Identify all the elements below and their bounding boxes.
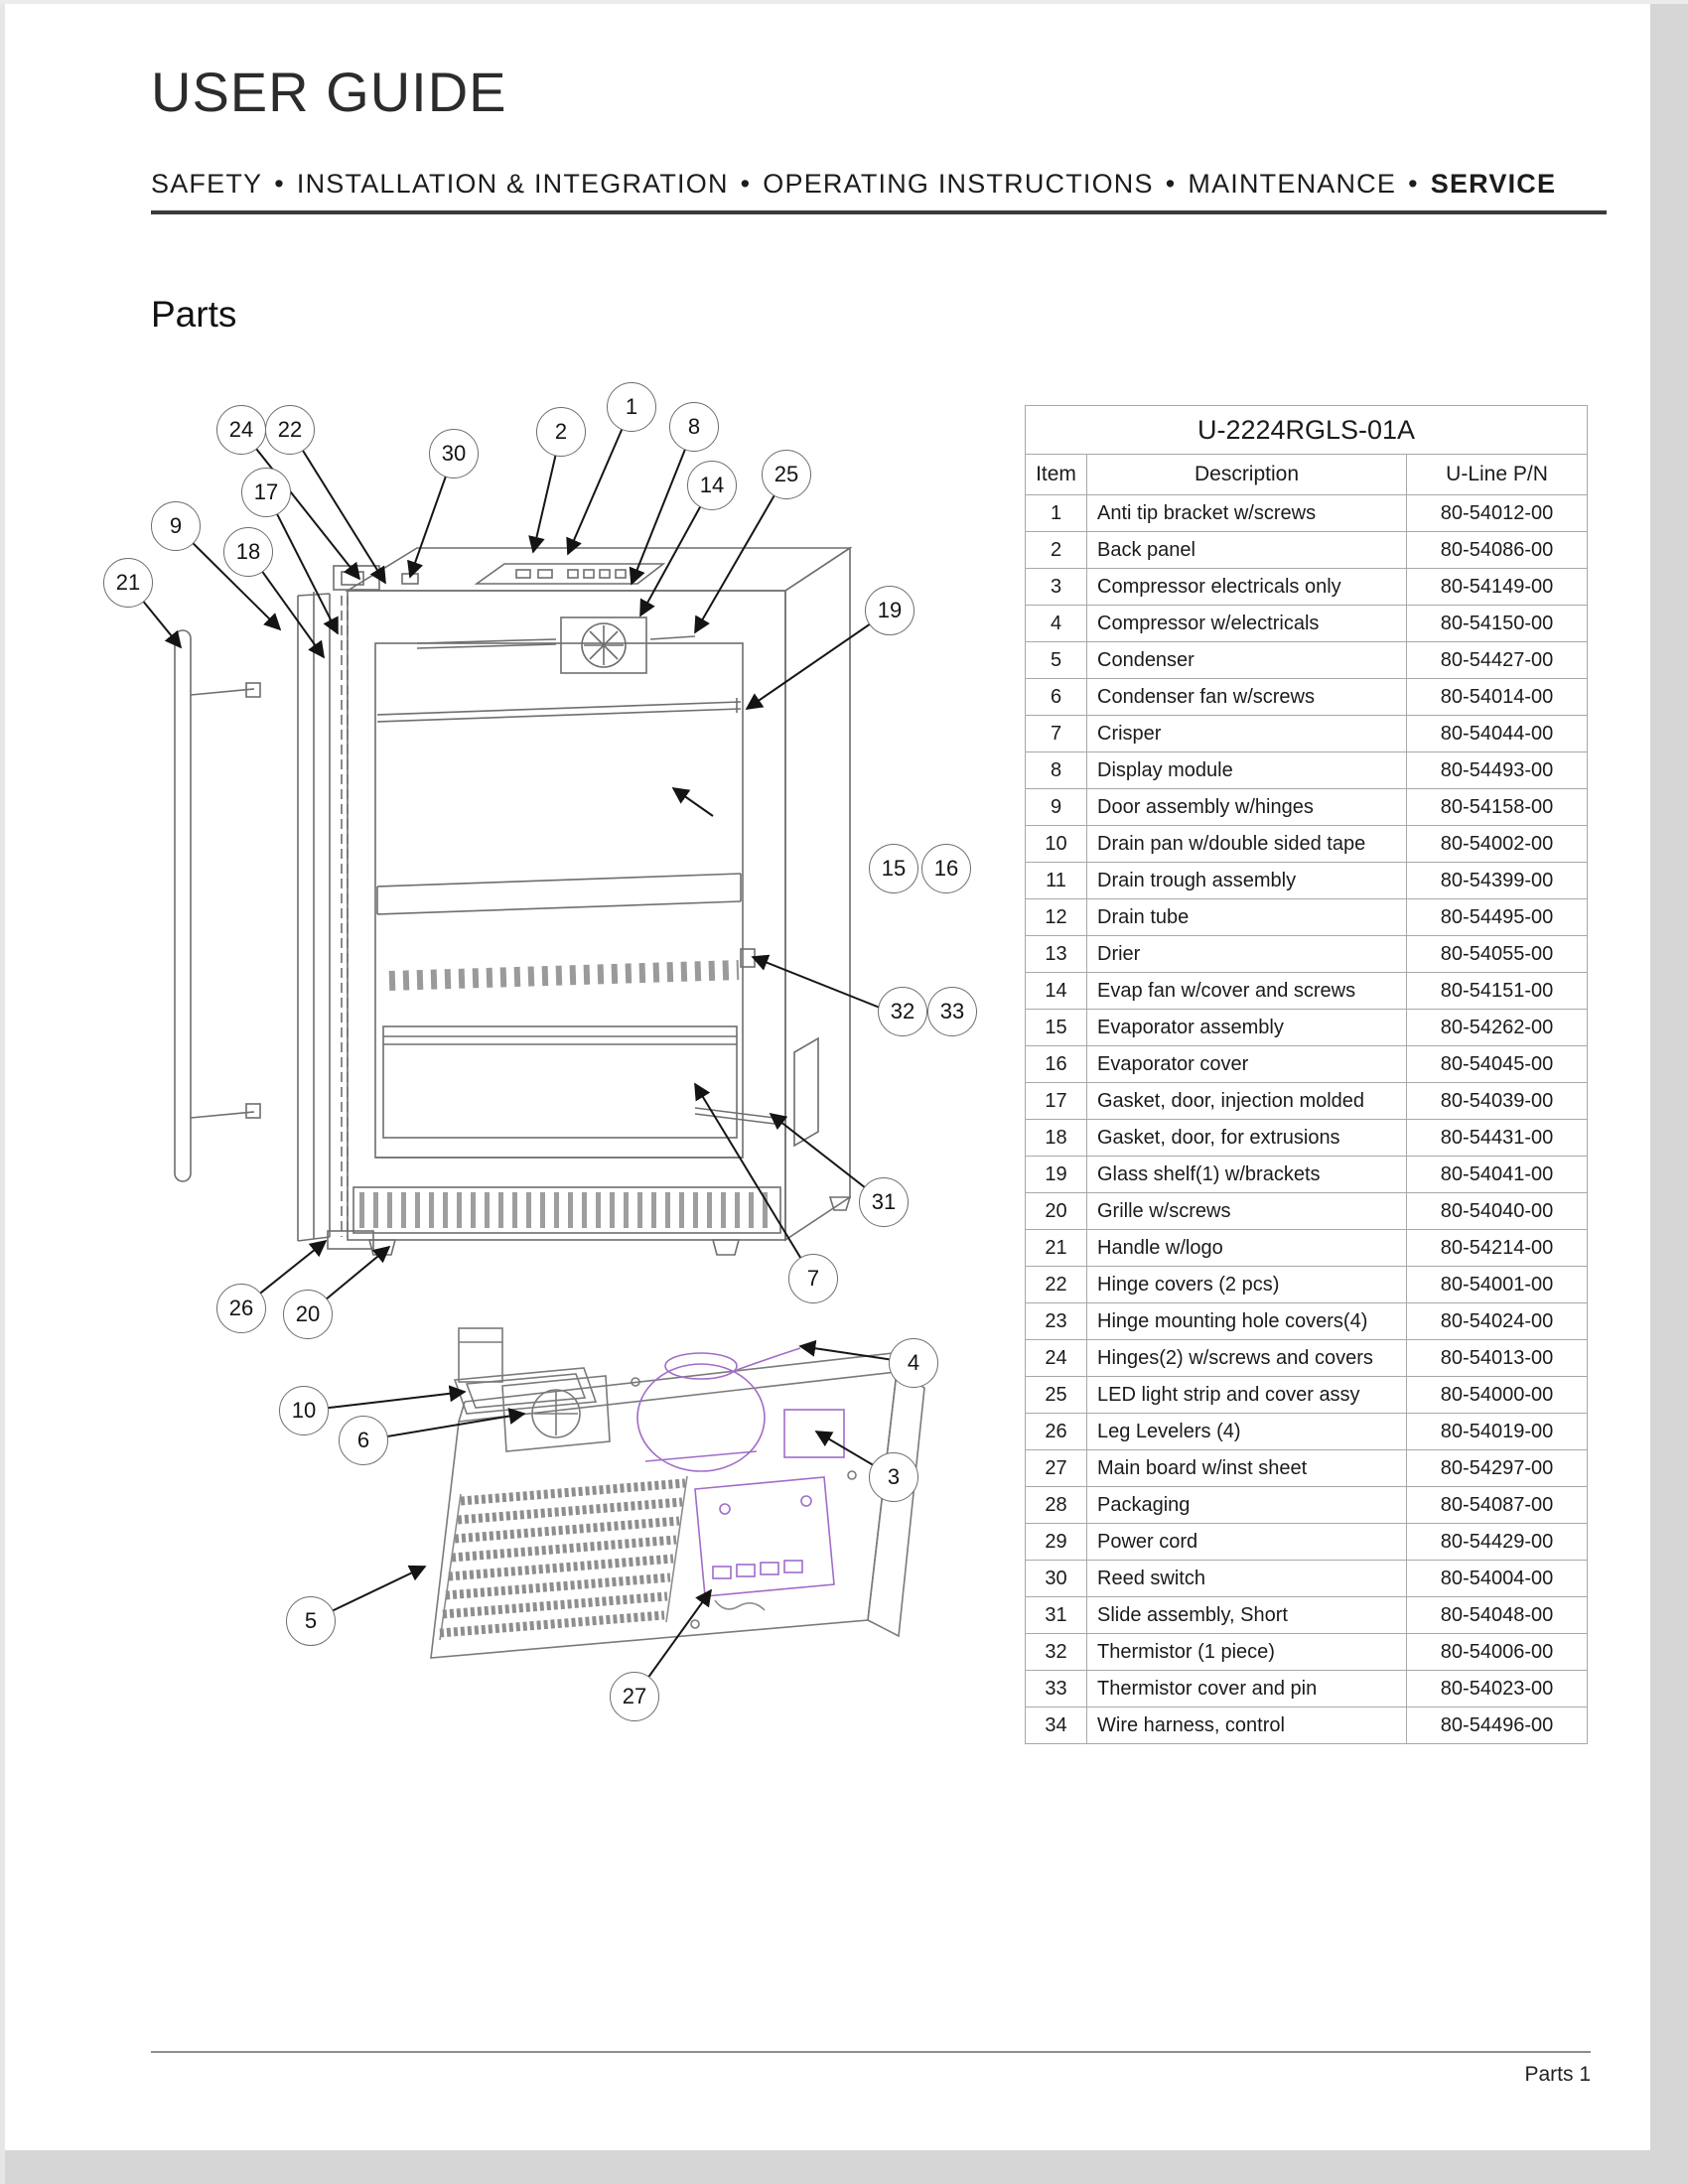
slide-assembly (695, 1108, 774, 1118)
item-cell: 28 (1026, 1487, 1087, 1524)
pn-cell: 80-54024-00 (1407, 1303, 1588, 1340)
callout-24: 24 (216, 405, 266, 455)
callout-21: 21 (103, 558, 153, 608)
description-cell: LED light strip and cover assy (1087, 1377, 1407, 1414)
parts-row (1026, 1267, 1588, 1303)
parts-row (1026, 606, 1588, 642)
callout-20: 20 (283, 1290, 333, 1339)
parts-row (1026, 1083, 1588, 1120)
description-cell: Grille w/screws (1087, 1193, 1407, 1230)
compressor-unit-drawing (431, 1328, 924, 1658)
callout-15: 15 (869, 844, 918, 893)
description-cell: Evaporator cover (1087, 1046, 1407, 1083)
section-title: Parts (151, 294, 237, 335)
item-cell: 10 (1026, 826, 1087, 863)
column-header-description: Description (1087, 455, 1407, 495)
parts-row (1026, 973, 1588, 1010)
callout-25: 25 (762, 450, 811, 499)
callout-5: 5 (286, 1596, 336, 1646)
parts-row (1026, 1597, 1588, 1634)
pn-cell: 80-54019-00 (1407, 1414, 1588, 1450)
item-cell: 7 (1026, 716, 1087, 752)
item-cell: 33 (1026, 1671, 1087, 1707)
parts-row (1026, 1303, 1588, 1340)
item-cell: 18 (1026, 1120, 1087, 1157)
item-cell: 1 (1026, 495, 1087, 532)
parts-row (1026, 1671, 1588, 1707)
door-drawing (175, 592, 348, 1241)
description-cell: Hinge mounting hole covers(4) (1087, 1303, 1407, 1340)
callout-10: 10 (279, 1386, 329, 1435)
description-cell: Handle w/logo (1087, 1230, 1407, 1267)
item-cell: 24 (1026, 1340, 1087, 1377)
column-header-item: Item (1026, 455, 1087, 495)
callout-31: 31 (859, 1177, 909, 1227)
pn-cell: 80-54044-00 (1407, 716, 1588, 752)
callout-30: 30 (429, 429, 479, 478)
pn-cell: 80-54041-00 (1407, 1157, 1588, 1193)
parts-row (1026, 642, 1588, 679)
evaporator-cover (389, 970, 739, 981)
item-cell: 15 (1026, 1010, 1087, 1046)
parts-row (1026, 1414, 1588, 1450)
description-cell: Gasket, door, injection molded (1087, 1083, 1407, 1120)
pn-cell: 80-54087-00 (1407, 1487, 1588, 1524)
pn-cell: 80-54431-00 (1407, 1120, 1588, 1157)
description-cell: Compressor electricals only (1087, 569, 1407, 606)
callout-22: 22 (265, 405, 315, 455)
callout-2: 2 (536, 407, 586, 457)
item-cell: 23 (1026, 1303, 1087, 1340)
condenser (440, 1476, 687, 1640)
item-cell: 30 (1026, 1561, 1087, 1597)
parts-table-title-row (1026, 406, 1588, 455)
pn-cell: 80-54045-00 (1407, 1046, 1588, 1083)
pn-cell: 80-54000-00 (1407, 1377, 1588, 1414)
pn-cell: 80-54013-00 (1407, 1340, 1588, 1377)
column-header-pn: U-Line P/N (1407, 455, 1588, 495)
parts-row (1026, 752, 1588, 789)
pn-cell: 80-54262-00 (1407, 1010, 1588, 1046)
description-cell: Power cord (1087, 1524, 1407, 1561)
wire-harness (715, 1600, 765, 1610)
callout-14: 14 (687, 461, 737, 510)
item-cell: 14 (1026, 973, 1087, 1010)
pn-cell: 80-54149-00 (1407, 569, 1588, 606)
compressor (637, 1364, 765, 1471)
callout-6: 6 (339, 1416, 388, 1465)
callout-32: 32 (878, 987, 927, 1036)
parts-table (1025, 405, 1588, 1744)
pn-cell: 80-54002-00 (1407, 826, 1588, 863)
parts-row (1026, 899, 1588, 936)
cabinet-drawing (328, 548, 850, 1255)
pn-cell: 80-54427-00 (1407, 642, 1588, 679)
item-cell: 3 (1026, 569, 1087, 606)
pn-cell: 80-54048-00 (1407, 1597, 1588, 1634)
item-cell: 4 (1026, 606, 1087, 642)
pn-cell: 80-54150-00 (1407, 606, 1588, 642)
nav-item-service: SERVICE (1430, 169, 1557, 199)
parts-row (1026, 863, 1588, 899)
item-cell: 2 (1026, 532, 1087, 569)
description-cell: Display module (1087, 752, 1407, 789)
item-cell: 5 (1026, 642, 1087, 679)
item-cell: 13 (1026, 936, 1087, 973)
parts-row (1026, 1561, 1588, 1597)
description-cell: Gasket, door, for extrusions (1087, 1120, 1407, 1157)
description-cell: Drier (1087, 936, 1407, 973)
pn-cell: 80-54429-00 (1407, 1524, 1588, 1561)
item-cell: 27 (1026, 1450, 1087, 1487)
pn-cell: 80-54086-00 (1407, 532, 1588, 569)
pn-cell: 80-54297-00 (1407, 1450, 1588, 1487)
parts-table-body (1026, 495, 1588, 1744)
parts-row (1026, 1046, 1588, 1083)
item-cell: 11 (1026, 863, 1087, 899)
callout-26: 26 (216, 1284, 266, 1333)
item-cell: 19 (1026, 1157, 1087, 1193)
pn-cell: 80-54495-00 (1407, 899, 1588, 936)
description-cell: Thermistor cover and pin (1087, 1671, 1407, 1707)
parts-row (1026, 1193, 1588, 1230)
description-cell: Drain tube (1087, 899, 1407, 936)
item-cell: 17 (1026, 1083, 1087, 1120)
nav-item-safety: SAFETY (151, 169, 263, 199)
crisper (383, 1026, 737, 1138)
description-cell: Reed switch (1087, 1561, 1407, 1597)
description-cell: Slide assembly, Short (1087, 1597, 1407, 1634)
item-cell: 9 (1026, 789, 1087, 826)
item-cell: 21 (1026, 1230, 1087, 1267)
item-cell: 8 (1026, 752, 1087, 789)
callout-33: 33 (927, 987, 977, 1036)
page-number: Parts 1 (1524, 2063, 1591, 2086)
page-edge-bottom (0, 2150, 1688, 2184)
description-cell: Back panel (1087, 532, 1407, 569)
pn-cell: 80-54014-00 (1407, 679, 1588, 716)
pn-cell: 80-54158-00 (1407, 789, 1588, 826)
pn-cell: 80-54151-00 (1407, 973, 1588, 1010)
footer-rule (151, 2051, 1591, 2053)
parts-table-header-row (1026, 455, 1588, 495)
description-cell: Hinge covers (2 pcs) (1087, 1267, 1407, 1303)
item-cell: 29 (1026, 1524, 1087, 1561)
parts-row (1026, 1450, 1588, 1487)
item-cell: 16 (1026, 1046, 1087, 1083)
callout-27: 27 (610, 1672, 659, 1721)
nav-separator: • (1408, 169, 1419, 199)
item-cell: 25 (1026, 1377, 1087, 1414)
document-title: USER GUIDE (151, 61, 507, 123)
item-cell: 31 (1026, 1597, 1087, 1634)
description-cell: Evap fan w/cover and screws (1087, 973, 1407, 1010)
parts-row (1026, 1707, 1588, 1744)
callout-7: 7 (788, 1254, 838, 1303)
description-cell: Evaporator assembly (1087, 1010, 1407, 1046)
parts-row (1026, 1120, 1588, 1157)
description-cell: Anti tip bracket w/screws (1087, 495, 1407, 532)
nav-item-installation-integration: INSTALLATION & INTEGRATION (296, 169, 729, 199)
callout-8: 8 (669, 402, 719, 452)
parts-row (1026, 826, 1588, 863)
description-cell: Thermistor (1 piece) (1087, 1634, 1407, 1671)
page-edge-right (1650, 0, 1688, 2184)
glass-shelf (377, 702, 741, 715)
description-cell: Packaging (1087, 1487, 1407, 1524)
nav-separator: • (1165, 169, 1177, 199)
parts-row (1026, 716, 1588, 752)
callout-16: 16 (921, 844, 971, 893)
callout-19: 19 (865, 586, 914, 635)
nav-separator: • (274, 169, 285, 199)
parts-row (1026, 1157, 1588, 1193)
parts-row (1026, 532, 1588, 569)
nav-separator: • (740, 169, 752, 199)
pn-cell: 80-54055-00 (1407, 936, 1588, 973)
pn-cell: 80-54023-00 (1407, 1671, 1588, 1707)
parts-row (1026, 495, 1588, 532)
item-cell: 12 (1026, 899, 1087, 936)
parts-row (1026, 1487, 1588, 1524)
item-cell: 6 (1026, 679, 1087, 716)
description-cell: Main board w/inst sheet (1087, 1450, 1407, 1487)
compressor-electricals (784, 1410, 844, 1457)
description-cell: Condenser fan w/screws (1087, 679, 1407, 716)
page-edge-left (0, 0, 5, 2184)
pn-cell: 80-54496-00 (1407, 1707, 1588, 1744)
nav-item-maintenance: MAINTENANCE (1188, 169, 1397, 199)
callout-18: 18 (223, 527, 273, 577)
parts-row (1026, 679, 1588, 716)
pn-cell: 80-54493-00 (1407, 752, 1588, 789)
pn-cell: 80-54040-00 (1407, 1193, 1588, 1230)
page-edge-top (0, 0, 1688, 4)
parts-row (1026, 1634, 1588, 1671)
callout-9: 9 (151, 501, 201, 551)
item-cell: 20 (1026, 1193, 1087, 1230)
pn-cell: 80-54039-00 (1407, 1083, 1588, 1120)
parts-row (1026, 1340, 1588, 1377)
description-cell: Door assembly w/hinges (1087, 789, 1407, 826)
pn-cell: 80-54006-00 (1407, 1634, 1588, 1671)
item-cell: 32 (1026, 1634, 1087, 1671)
description-cell: Hinges(2) w/screws and covers (1087, 1340, 1407, 1377)
pn-cell: 80-54001-00 (1407, 1267, 1588, 1303)
parts-row (1026, 1010, 1588, 1046)
item-cell: 26 (1026, 1414, 1087, 1450)
parts-row (1026, 1524, 1588, 1561)
door-handle (175, 630, 191, 1181)
pn-cell: 80-54012-00 (1407, 495, 1588, 532)
pn-cell: 80-54214-00 (1407, 1230, 1588, 1267)
description-cell: Crisper (1087, 716, 1407, 752)
description-cell: Wire harness, control (1087, 1707, 1407, 1744)
pn-cell: 80-54004-00 (1407, 1561, 1588, 1597)
callout-4: 4 (889, 1338, 938, 1388)
callout-3: 3 (869, 1452, 918, 1502)
parts-row (1026, 789, 1588, 826)
parts-row (1026, 1230, 1588, 1267)
parts-row (1026, 1377, 1588, 1414)
model-number: U-2224RGLS-01A (1026, 406, 1588, 455)
callout-1: 1 (607, 382, 656, 432)
description-cell: Drain pan w/double sided tape (1087, 826, 1407, 863)
description-cell: Glass shelf(1) w/brackets (1087, 1157, 1407, 1193)
description-cell: Condenser (1087, 642, 1407, 679)
callout-17: 17 (241, 468, 291, 517)
description-cell: Leg Levelers (4) (1087, 1414, 1407, 1450)
parts-row (1026, 936, 1588, 973)
parts-row (1026, 569, 1588, 606)
description-cell: Drain trough assembly (1087, 863, 1407, 899)
nav-item-operating-instructions: OPERATING INSTRUCTIONS (763, 169, 1154, 199)
item-cell: 34 (1026, 1707, 1087, 1744)
description-cell: Compressor w/electricals (1087, 606, 1407, 642)
pn-cell: 80-54399-00 (1407, 863, 1588, 899)
item-cell: 22 (1026, 1267, 1087, 1303)
